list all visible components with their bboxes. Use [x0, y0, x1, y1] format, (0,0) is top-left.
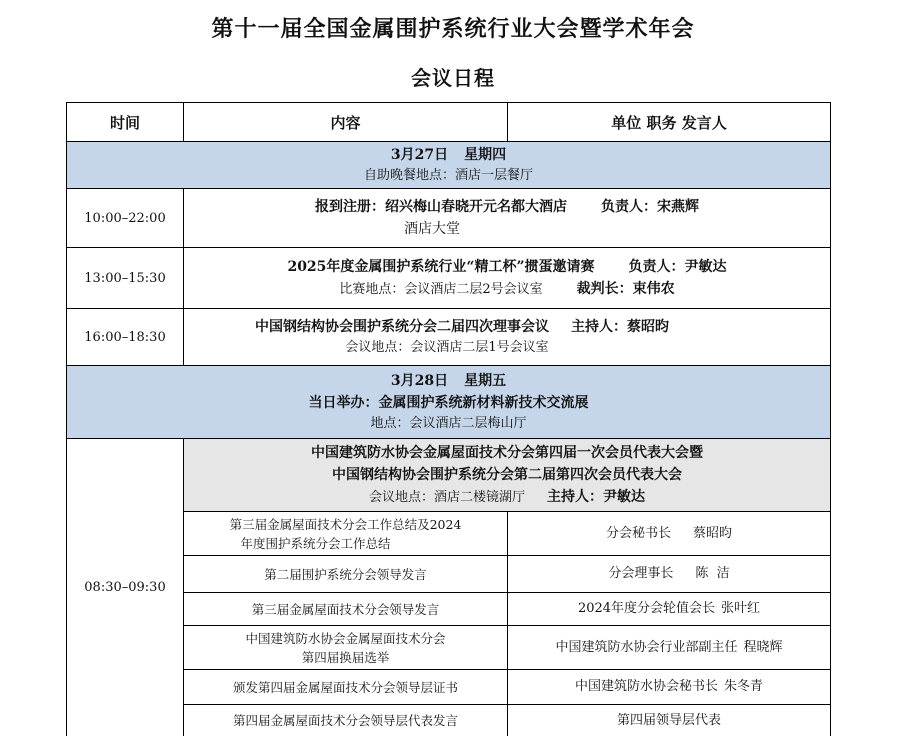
day2-exhibition: 当日举办：金属围护系统新材料新技术交流展 [308, 395, 589, 411]
day2-banner [66, 365, 831, 438]
document-title: 第十一届全国金属围护系统行业大会暨学术年会 [211, 17, 695, 42]
header-time: 时间 [66, 102, 183, 141]
event1-content [183, 188, 831, 247]
event3-content [183, 308, 831, 365]
item3-name: 张叶红 [721, 601, 761, 616]
session-title1: 中国建筑防水协会金属屋面技术分会第四届一次会员代表大会暨 [311, 445, 703, 461]
day2-weekday: 星期五 [464, 373, 507, 389]
item3-content-line1: 第三届金属屋面技术分会领导发言 [251, 601, 440, 617]
session-time: 08:30–09:30 [66, 438, 183, 736]
day2-date-line [391, 370, 506, 392]
item6-role: 第四届领导层代表 [616, 712, 721, 728]
day1-date: 3月27日 [390, 147, 449, 163]
item1-speaker [507, 511, 831, 555]
item4-content-line1: 中国建筑防水协会金属屋面技术分会 [245, 630, 446, 646]
item4-name: 程晓辉 [743, 639, 783, 655]
item3-speaker [507, 592, 831, 625]
header-content: 内容 [183, 102, 507, 141]
item5-role: 中国建筑防水协会秘书长 [574, 679, 718, 694]
session-location: 会议地点：酒店二楼镜湖厅 [368, 490, 525, 505]
day1-weekday: 星期四 [464, 147, 507, 163]
item4-speaker [507, 625, 831, 669]
event2-content [183, 247, 831, 308]
day1-note: 自助晚餐地点：酒店一层餐厅 [363, 168, 533, 183]
session-header [183, 438, 831, 511]
item1-name: 蔡昭昀 [693, 525, 733, 541]
session-title2: 中国钢结构协会围护系统分会第二届第四次会员代表大会 [332, 467, 682, 483]
item5-content-line1: 颁发第四届金属屋面技术分会领导层证书 [232, 679, 458, 695]
item5-content [183, 669, 507, 704]
item4-content [183, 625, 507, 669]
event1-line2: 酒店大堂 [404, 221, 460, 237]
item6-speaker [507, 704, 831, 736]
event1-responsible: 负责人：宋燕辉 [601, 199, 699, 215]
event2-referee: 裁判长：束伟农 [576, 281, 675, 297]
event1-title: 报到注册：绍兴梅山春晓开元名都大酒店 [315, 199, 567, 215]
header-speaker: 单位 职务 发言人 [507, 102, 831, 141]
event1-line1 [315, 196, 699, 218]
event1-time: 10:00–22:00 [66, 188, 183, 247]
event2-time: 13:00–15:30 [66, 247, 183, 308]
item5-speaker [507, 669, 831, 704]
event2-location: 比赛地点：会议酒店二层2号会议室 [339, 282, 543, 297]
item1-content [183, 511, 507, 555]
day1-banner [66, 141, 831, 188]
day2-exhibition-location: 地点：会议酒店二层梅山厅 [370, 416, 527, 431]
item2-content [183, 555, 507, 592]
item1-content-line1: 第三届金属屋面技术分会工作总结及2024 [229, 516, 462, 532]
event3-line1 [255, 316, 669, 338]
day2-date: 3月28日 [390, 373, 449, 389]
session-host: 主持人：尹敏达 [547, 489, 645, 505]
event3-host: 主持人：蔡昭昀 [571, 319, 669, 335]
item3-content [183, 592, 507, 625]
document-subtitle: 会议日程 [411, 66, 495, 90]
event2-line1 [287, 256, 726, 278]
event3-time: 16:00–18:30 [66, 308, 183, 365]
item5-name: 朱冬青 [724, 679, 764, 694]
event3-title: 中国钢结构协会围护系统分会二届四次理事会议 [255, 319, 549, 335]
event2-title: 2025年度金属围护系统行业“精工杯”掼蛋邀请赛 [287, 259, 595, 275]
event3-line2: 会议地点：会议酒店二层1号会议室 [345, 340, 549, 355]
item2-content-line1: 第二届围护系统分会领导发言 [264, 566, 427, 582]
item3-role: 2024年度分会轮值会长 [577, 601, 716, 616]
event2-responsible: 负责人：尹敏达 [628, 259, 727, 275]
session-location-line [369, 486, 645, 508]
item2-role: 分会理事长 [608, 566, 674, 581]
day1-date-line [391, 144, 506, 166]
item4-role: 中国建筑防水协会行业部副主任 [555, 639, 738, 655]
item2-name: 陈 洁 [695, 566, 730, 581]
event2-line2 [339, 278, 674, 300]
item4-content-line2: 第四届换届选举 [301, 649, 390, 665]
item1-role: 分会秘书长 [605, 525, 671, 541]
item6-content-line1: 第四届金属屋面技术分会领导层代表发言 [232, 713, 458, 728]
item1-content-line2: 年度围护系统分会工作总结 [240, 535, 391, 551]
item6-content [183, 704, 507, 736]
item2-speaker [507, 555, 831, 592]
